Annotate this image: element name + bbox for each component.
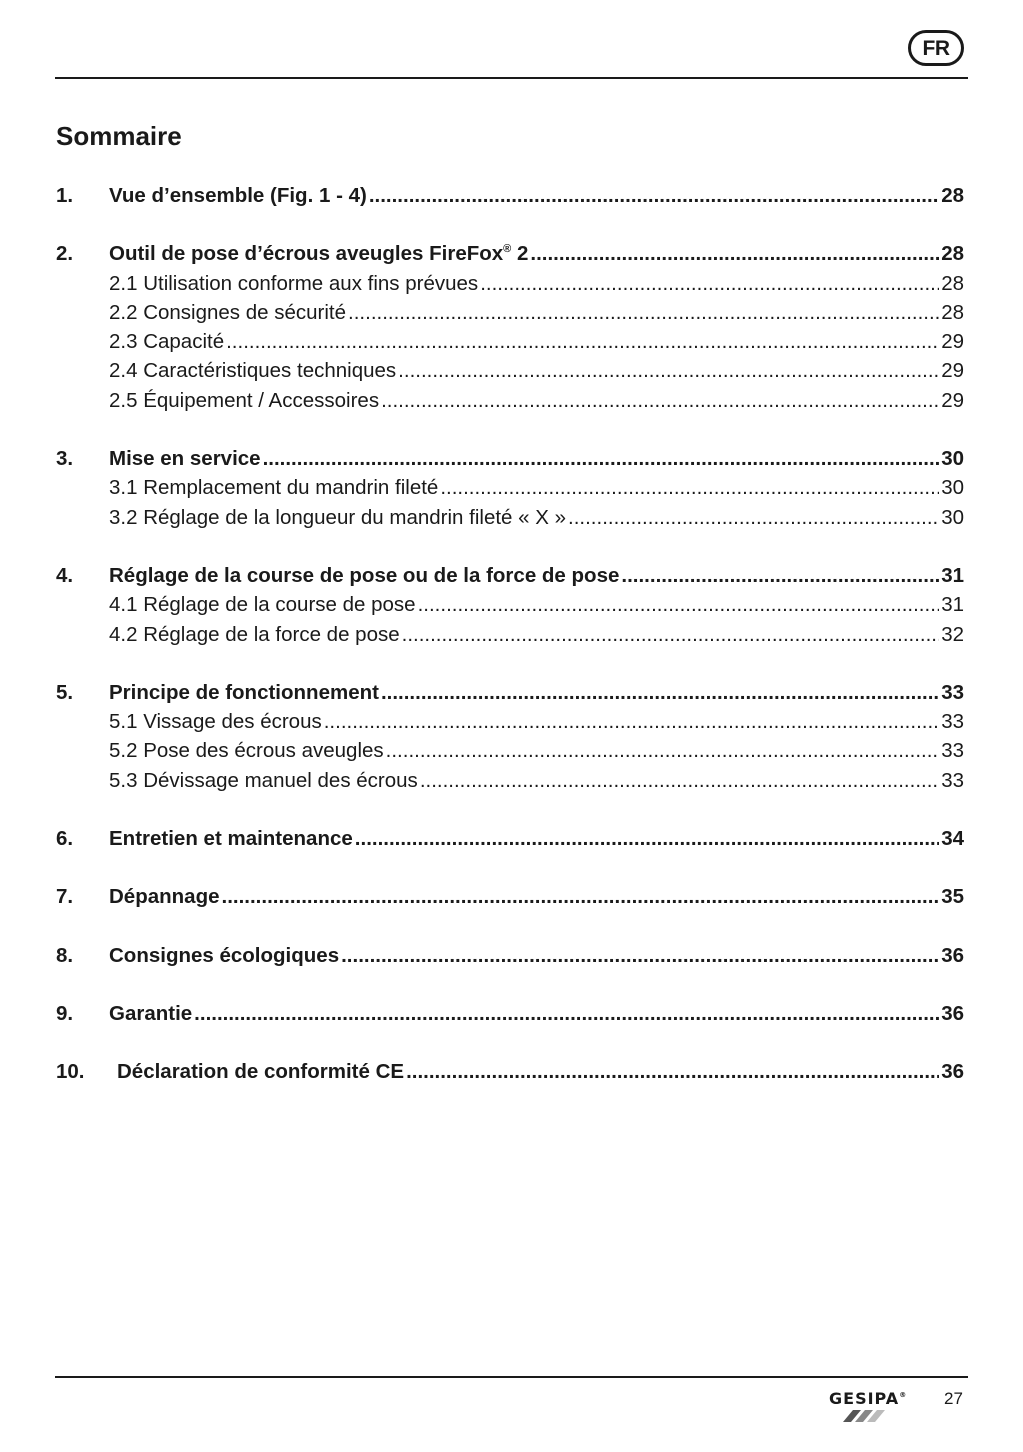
toc-entry-title-suffix: 2: [511, 242, 529, 266]
toc-subentry: [56, 590, 964, 619]
language-badge: [908, 30, 964, 66]
dot-leader: [406, 1057, 939, 1086]
toc-entry-number: 10.: [56, 1060, 85, 1084]
dot-leader: [355, 824, 939, 853]
toc-entry-title: [109, 941, 339, 970]
table-of-contents: [56, 181, 964, 1087]
toc-entry-title: [109, 181, 367, 210]
toc-entry-page: 36: [941, 943, 964, 967]
toc-entry-title-text: Entretien et maintenance: [109, 827, 353, 851]
toc-subentry: [56, 298, 964, 327]
toc-subentry: [56, 503, 964, 532]
toc-subentry-title: 5.3 Dévissage manuel des écrous: [109, 768, 418, 792]
toc-subentry-title: 2.3 Capacité: [109, 330, 225, 354]
toc-entry-number: 9.: [56, 1001, 74, 1025]
toc-entry-number: 6.: [56, 827, 74, 851]
toc-subentry: [56, 269, 964, 298]
toc-subentry-page: 28: [941, 300, 964, 324]
toc-entry: [56, 561, 964, 590]
toc-subentry-title: 4.1 Réglage de la course de pose: [109, 593, 416, 617]
dot-leader: [568, 503, 939, 532]
toc-subentry-title: 5.2 Pose des écrous aveugles: [109, 739, 384, 763]
dot-leader: [398, 356, 939, 385]
toc-subentry-page: 32: [941, 622, 964, 646]
toc-section: [56, 999, 964, 1028]
toc-subentry-title: 2.2 Consignes de sécurité: [109, 300, 347, 324]
logo-wordmark: GESIPA®: [829, 1389, 907, 1408]
toc-section: [56, 181, 964, 210]
dot-leader: [222, 882, 940, 911]
toc-entry: [56, 239, 964, 268]
toc-entry-title: [117, 1057, 404, 1086]
footer-divider: [55, 1376, 968, 1378]
toc-entry-number: 7.: [56, 885, 74, 909]
dot-leader: [480, 269, 939, 298]
dot-leader: [440, 473, 939, 502]
toc-entry-number: 8.: [56, 943, 74, 967]
dot-leader: [418, 590, 940, 619]
toc-entry-number: 3.: [56, 447, 74, 471]
toc-subentry: [56, 356, 964, 385]
page-number: 27: [944, 1389, 963, 1408]
toc-subentry: [56, 386, 964, 415]
toc-entry-page: 30: [941, 447, 964, 471]
toc-entry-title: [109, 882, 220, 911]
toc-subentry-title: 3.1 Remplacement du mandrin fileté: [109, 476, 439, 500]
toc-entry: [56, 941, 964, 970]
language-badge-label: FR: [922, 36, 950, 60]
toc-subentry-page: 30: [941, 505, 964, 529]
toc-entry-page: 35: [941, 885, 964, 909]
toc-section: [56, 444, 964, 532]
toc-subentry-title: 4.2 Réglage de la force de pose: [109, 622, 400, 646]
toc-entry-title-text: Garantie: [109, 1001, 193, 1025]
dot-leader: [386, 736, 940, 765]
toc-section: [56, 561, 964, 649]
toc-subentry-page: 28: [941, 271, 964, 295]
toc-section: [56, 239, 964, 415]
toc-entry-title: [109, 444, 261, 473]
dot-leader: [194, 999, 939, 1028]
toc-entry-title: [109, 678, 379, 707]
toc-entry: [56, 678, 964, 707]
toc-subentry-page: 31: [941, 593, 964, 617]
toc-section: [56, 1057, 964, 1086]
dot-leader: [420, 766, 939, 795]
toc-entry-page: 34: [941, 827, 964, 851]
toc-subentry-title: 2.4 Caractéristiques techniques: [109, 359, 397, 383]
dot-leader: [530, 239, 939, 268]
toc-entry-title-text: Réglage de la course de pose ou de la force de pose: [109, 563, 620, 587]
gesipa-logo: [829, 1390, 906, 1424]
toc-subentry-page: 29: [941, 359, 964, 383]
toc-entry-number: 1.: [56, 184, 74, 207]
dot-leader: [369, 181, 939, 210]
toc-subentry-page: 29: [941, 330, 964, 354]
toc-entry: [56, 999, 964, 1028]
registered-mark: ®: [503, 243, 512, 256]
toc-entry-title: [109, 999, 192, 1028]
dot-leader: [621, 561, 939, 590]
dot-leader: [324, 707, 939, 736]
toc-entry-title-text: Vue d’ensemble (Fig. 1 - 4): [109, 184, 367, 207]
toc-subentry-title: 5.1 Vissage des écrous: [109, 710, 322, 734]
dot-leader: [402, 620, 940, 649]
dot-leader: [341, 941, 939, 970]
toc-subentry: [56, 620, 964, 649]
toc-entry-number: 2.: [56, 242, 74, 266]
toc-section: [56, 941, 964, 970]
toc-entry-title: [109, 239, 528, 268]
header-divider: [55, 77, 968, 79]
toc-subentry-page: 30: [941, 476, 964, 500]
toc-entry-page: 28: [941, 184, 964, 207]
toc-entry-page: 33: [941, 680, 964, 704]
toc-subentry: [56, 707, 964, 736]
toc-subentry-page: 33: [941, 710, 964, 734]
toc-entry-title-text: Mise en service: [109, 447, 261, 471]
toc-subentry-title: 3.2 Réglage de la longueur du mandrin fileté « X »: [109, 505, 567, 529]
dot-leader: [263, 444, 940, 473]
toc-entry-title: [109, 824, 353, 853]
toc-entry: [56, 824, 964, 853]
toc-section: [56, 678, 964, 795]
dot-leader: [348, 298, 939, 327]
toc-entry-title: [109, 561, 619, 590]
toc-entry-number: 5.: [56, 680, 74, 704]
toc-entry: [56, 444, 964, 473]
toc-section: [56, 882, 964, 911]
toc-entry-page: 36: [941, 1001, 964, 1025]
page-title: Sommaire: [56, 121, 182, 151]
toc-entry-title-text: Principe de fonctionnement: [109, 680, 379, 704]
dot-leader: [381, 386, 939, 415]
dot-leader: [226, 327, 939, 356]
toc-subentry-page: 33: [941, 768, 964, 792]
toc-subentry: [56, 473, 964, 502]
toc-entry: [56, 882, 964, 911]
toc-subentry-page: 29: [941, 388, 964, 412]
toc-entry: [56, 181, 964, 210]
toc-entry-page: 36: [941, 1060, 964, 1084]
toc-subentry-page: 33: [941, 739, 964, 763]
toc-entry-page: 31: [941, 563, 964, 587]
toc-subentry: [56, 736, 964, 765]
logo-stripes-icon: [839, 1410, 887, 1422]
toc-entry: [56, 1057, 964, 1086]
toc-entry-page: 28: [941, 242, 964, 266]
toc-entry-number: 4.: [56, 563, 74, 587]
toc-entry-title-text: Déclaration de conformité CE: [117, 1060, 405, 1084]
dot-leader: [381, 678, 939, 707]
toc-subentry: [56, 327, 964, 356]
toc-subentry-title: 2.1 Utilisation conforme aux fins prévues: [109, 271, 479, 295]
toc-section: [56, 824, 964, 853]
toc-entry-title-text: Dépannage: [109, 885, 220, 909]
toc-entry-title-text: Consignes écologiques: [109, 943, 340, 967]
toc-entry-title-text: Outil de pose d’écrous aveugles FireFox: [109, 242, 504, 266]
toc-subentry-title: 2.5 Équipement / Accessoires: [109, 388, 380, 412]
toc-subentry: [56, 766, 964, 795]
